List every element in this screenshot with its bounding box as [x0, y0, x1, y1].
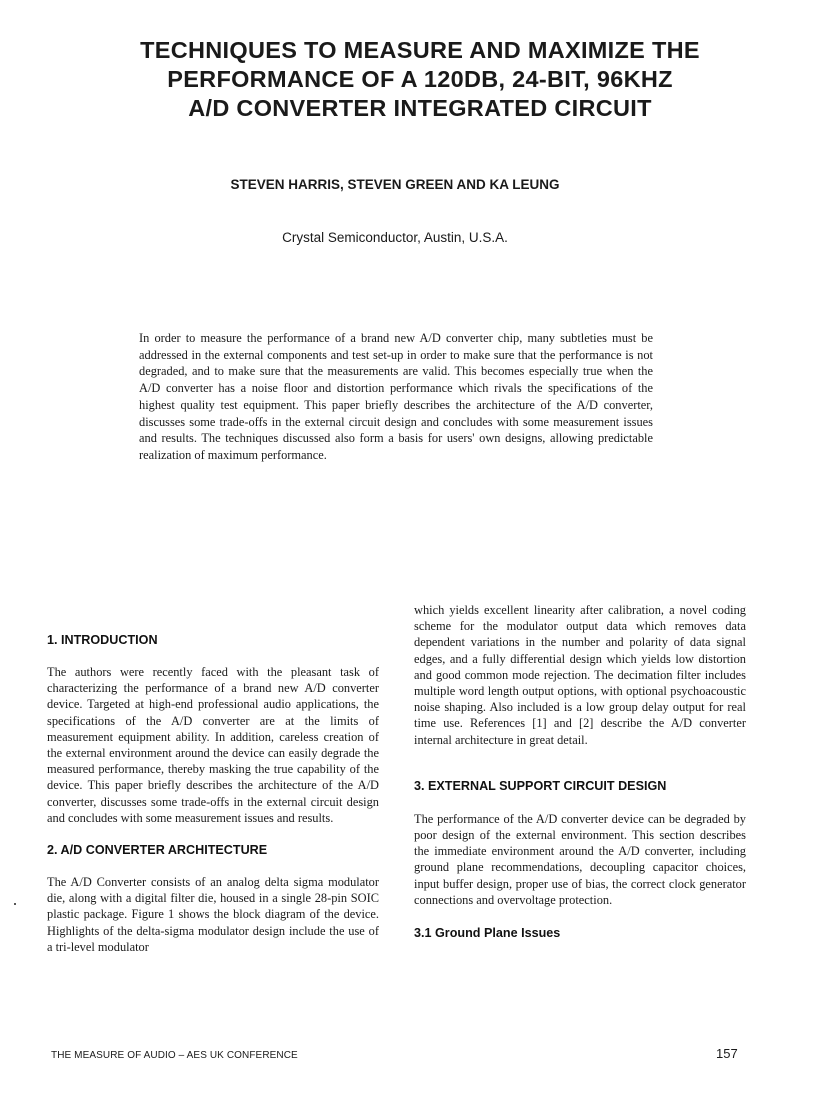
page-number: 157	[716, 1046, 738, 1061]
title-line: A/D CONVERTER INTEGRATED CIRCUIT	[188, 95, 652, 121]
section-heading-introduction: 1. INTRODUCTION	[47, 633, 158, 647]
scan-speck	[14, 903, 16, 905]
author-list: STEVEN HARRIS, STEVEN GREEN AND KA LEUNG	[230, 177, 560, 192]
abstract: In order to measure the performance of a brand new A/D converter chip, many subtleties must be addressed in the external components and test set-up in order to make sure that the performance is not degraded, and to make sure that the measurements are valid. This becomes especially true when the A/D converter has a noise floor and distortion performance which rivals the specifications of the highest quality test equipment. This paper briefly describes the architecture of the A/D converter, discusses some trade-offs in the external circuit design and concludes with some measurement issues and results. The techniques discussed also form a basis for users' own designs, allowing predictable realization of maximum performance.	[139, 331, 653, 462]
paper-title	[40, 36, 800, 123]
subsection-heading-ground-plane: 3.1 Ground Plane Issues	[414, 926, 561, 941]
title-line: PERFORMANCE OF A 120DB, 24-BIT, 96KHZ	[167, 66, 673, 92]
footer-conference: THE MEASURE OF AUDIO – AES UK CONFERENCE	[51, 1050, 298, 1061]
section-heading-external-support: 3. EXTERNAL SUPPORT CIRCUIT DESIGN	[414, 778, 667, 793]
architecture-body: The A/D Converter consists of an analog delta sigma modulator die, along with a digital filter die, housed in a single 28-pin SOIC plastic package. Figure 1 shows the block diagram of the device. Highlights of the delta-sigma modulator design include the use of a tri-level modulator	[47, 875, 379, 954]
title-line: TECHNIQUES TO MEASURE AND MAXIMIZE THE	[140, 37, 700, 63]
architecture-body-continued: which yields excellent linearity after calibration, a novel coding scheme for the modulator output data which removes data dependent variations in the number and polarity of data signal edges, and a fully differential design which yields low distortion and good common mode rejection. The decimation filter includes multiple word length output options, with optional psychoacoustic noise shaping. Also included is a low group delay output for real time use. References [1] and [2] describe the A/D converter internal architecture in great detail.	[414, 603, 746, 747]
introduction-body: The authors were recently faced with the pleasant task of characterizing the performance of a brand new A/D converter device. Targeted at high-end professional audio applications, the specifications of the A/D converter are at the limits of measurement equipment ability. In addition, careless creation of the external environment around the device can easily degrade the measured performance, thereby masking the true capability of the device. This paper briefly describes the architecture of the A/D converter, discusses some trade-offs in the external circuit design and concludes with some measurement issues and results.	[47, 665, 379, 825]
right-column	[414, 602, 746, 941]
left-column	[47, 632, 379, 955]
external-support-body: The performance of the A/D converter device can be degraded by poor design of the external environment. This section describes the immediate environment around the A/D converter, including ground plane recommendations, decoupling capacitor choices, input buffer design, proper use of bias, the correct clock generator connections and overvoltage protection.	[414, 811, 746, 907]
affiliation: Crystal Semiconductor, Austin, U.S.A.	[282, 230, 508, 245]
section-heading-architecture: 2. A/D CONVERTER ARCHITECTURE	[47, 843, 268, 858]
